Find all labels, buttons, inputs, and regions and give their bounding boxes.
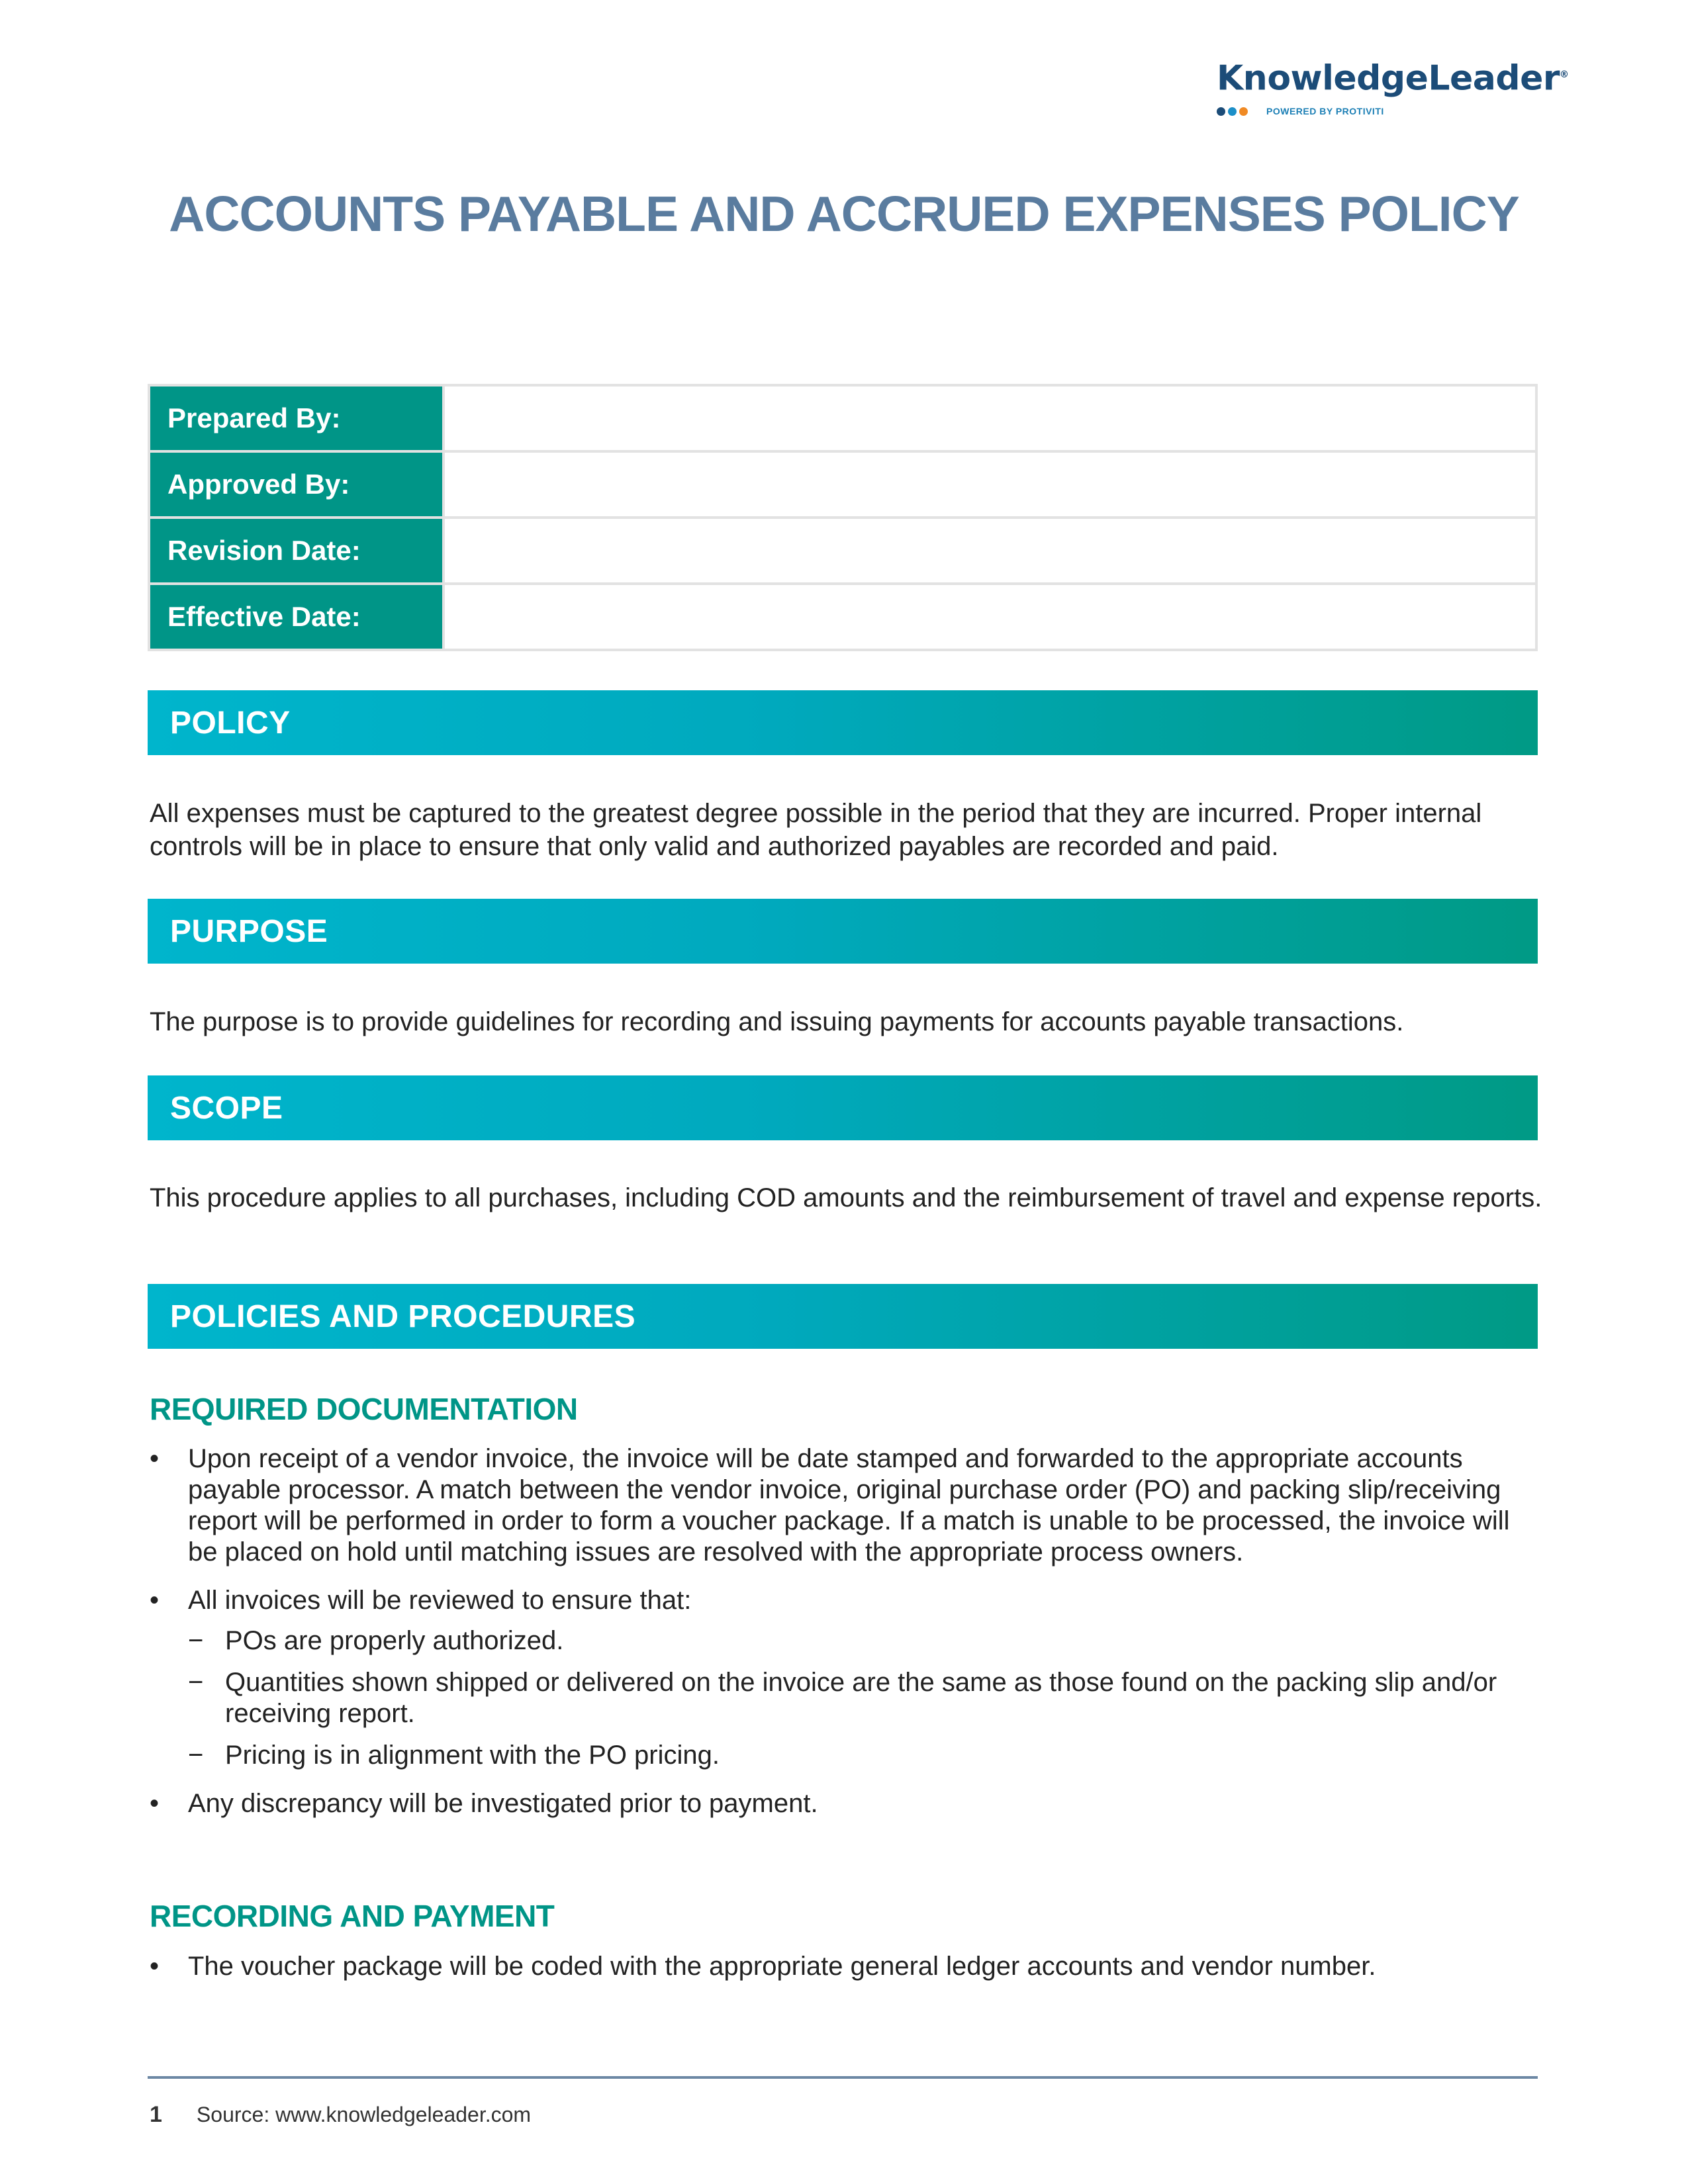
bullet-mark: •	[150, 1586, 160, 1615]
purpose-section-header	[148, 899, 1538, 964]
list-item	[150, 1443, 1546, 1568]
table-row	[149, 385, 1536, 451]
sub-list-item	[188, 1625, 1546, 1657]
invoice-review-sublist	[188, 1625, 1546, 1771]
sub-list-item-text: Pricing is in alignment with the PO pricing.	[225, 1741, 720, 1770]
bullet-mark: •	[150, 1444, 160, 1473]
sub-list-item	[188, 1667, 1546, 1729]
footer-source: Source: www.knowledgeleader.com	[196, 2103, 532, 2126]
section-heading: POLICIES AND PROCEDURES	[170, 1298, 636, 1334]
page-number: 1	[150, 2102, 162, 2127]
required-documentation-list	[150, 1443, 1546, 1837]
dash-mark: −	[188, 1741, 204, 1770]
recording-payment-heading: RECORDING AND PAYMENT	[150, 1899, 555, 1933]
list-item-text: Any discrepancy will be investigated prior to payment.	[188, 1789, 818, 1818]
table-row	[149, 518, 1536, 584]
logo-trademark: ®	[1560, 69, 1569, 80]
prepared-by-label: Prepared By:	[149, 385, 444, 451]
revision-date-value	[444, 518, 1536, 584]
logo-tagline: POWERED BY PROTIVITI	[1266, 106, 1384, 116]
required-documentation-heading: REQUIRED DOCUMENTATION	[150, 1392, 578, 1426]
procedures-section-header	[148, 1284, 1538, 1349]
knowledgeleader-logo	[1217, 52, 1569, 124]
effective-date-value	[444, 584, 1536, 650]
sub-list-item	[188, 1740, 1546, 1771]
purpose-text: The purpose is to provide guidelines for recording and issuing payments for accounts payable transactions.	[150, 1007, 1404, 1036]
recording-payment-list	[150, 1951, 1546, 1999]
effective-date-label: Effective Date:	[149, 584, 444, 650]
policy-section-header	[148, 690, 1538, 755]
list-item	[150, 1951, 1546, 1982]
prepared-by-value	[444, 385, 1536, 451]
sub-list-item-text: Quantities shown shipped or delivered on the invoice are the same as those found on the packing slip and/or receiving report.	[225, 1668, 1497, 1728]
approved-by-value	[444, 451, 1536, 518]
logo-name: KnowledgeLeader	[1217, 58, 1560, 99]
footer-divider	[148, 2076, 1538, 2079]
section-heading: PURPOSE	[170, 913, 328, 949]
section-heading: SCOPE	[170, 1090, 283, 1126]
logo-dot-2	[1228, 107, 1237, 116]
list-item	[150, 1585, 1546, 1771]
bullet-mark: •	[150, 1952, 160, 1981]
table-row	[149, 451, 1536, 518]
approved-by-label: Approved By:	[149, 451, 444, 518]
page-footer	[150, 2102, 531, 2128]
section-heading: POLICY	[170, 705, 291, 741]
bullet-mark: •	[150, 1789, 160, 1818]
sub-list-item-text: POs are properly authorized.	[225, 1626, 564, 1655]
list-item-text: The voucher package will be coded with the appropriate general ledger accounts and vendor number.	[188, 1952, 1376, 1981]
logo-dot-3	[1239, 107, 1248, 116]
scope-text: This procedure applies to all purchases, including COD amounts and the reimbursement of travel and expense reports.	[150, 1183, 1542, 1212]
dash-mark: −	[188, 1626, 204, 1655]
logo-tagline-row	[1217, 103, 1384, 119]
logo-dot-1	[1217, 107, 1225, 116]
dash-mark: −	[188, 1668, 204, 1697]
list-item-text: All invoices will be reviewed to ensure that:	[188, 1586, 692, 1615]
scope-section-header	[148, 1075, 1538, 1140]
document-info-table	[148, 384, 1538, 651]
list-item-text: Upon receipt of a vendor invoice, the invoice will be date stamped and forwarded to the appropriate accounts payable processor. A match between the vendor invoice, original purchase order (PO) and packing slip/receiving report will be performed in order to form a voucher package. If a match is unable to be processed, the invoice will be placed on hold until matching issues are resolved with the appropriate process owners.	[188, 1444, 1510, 1567]
list-item	[150, 1788, 1546, 1819]
revision-date-label: Revision Date:	[149, 518, 444, 584]
document-title: ACCOUNTS PAYABLE AND ACCRUED EXPENSES POLICY	[169, 186, 1519, 242]
table-row	[149, 584, 1536, 650]
policy-text: All expenses must be captured to the greatest degree possible in the period that they are incurred. Proper internal controls will be in place to ensure that only valid and authorized payables are recorded and paid.	[150, 799, 1482, 861]
